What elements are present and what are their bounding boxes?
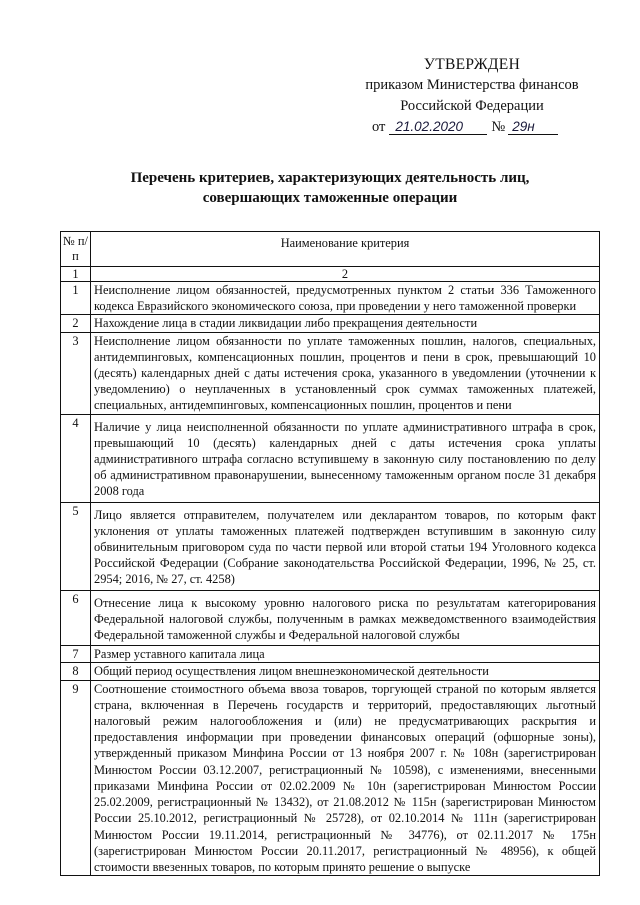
criterion-text: Неисполнение лицом обязанности по уплате таможенных пошлин, налогов, специальных, антидемпинговых, компенсационных пошлин, процентов и пени в срок, превышающий 10 (десять) календарных дней с даты истечения срока, указанного в уведомлении (уточнении к уведомлению) о неуплаченных в установленный срок суммах таможенных платежей, специальных, антидемпинговых, компенсационных пошлин, процентов и пени	[91, 332, 600, 414]
row-number: 3	[61, 332, 91, 414]
table-row	[61, 414, 600, 502]
criterion-text: Нахождение лица в стадии ликвидации либо прекращения деятельности	[91, 315, 600, 332]
table-row	[61, 332, 600, 414]
table-row	[61, 282, 600, 315]
number-prefix: №	[491, 119, 506, 135]
criterion-text: Наличие у лица неисполненной обязанности по уплате административного штрафа в срок, превышающий 10 (десять) календарных дней с даты истечения срока уплаты административного штрафа согласно вступившему в законную силу постановлению по делу об административном правонарушении, вынесенному таможенным органом после 31 декабря 2008 года	[91, 414, 600, 502]
criterion-text: Отнесение лица к высокому уровню налогового риска по результатам категорирования Федеральной налоговой службы, полученным в рамках межведомственного взаимодействия Федеральной таможенной службы и Федеральной налоговой службы	[91, 590, 600, 646]
criterion-text: Размер уставного капитала лица	[91, 646, 600, 663]
header-num: № п/п	[61, 232, 91, 267]
table-row	[61, 680, 600, 875]
row-number: 4	[61, 414, 91, 502]
criterion-text: Общий период осуществления лицом внешнеэкономической деятельности	[91, 663, 600, 680]
table-row	[61, 502, 600, 590]
document-title-line-1: Перечень критериев, характеризующих деятельность лиц,	[130, 170, 530, 186]
table-row	[61, 663, 600, 680]
approval-block	[362, 54, 582, 138]
handwritten-date: 21.02.2020	[389, 120, 487, 135]
approval-line-2: Российской Федерации	[400, 98, 544, 114]
header-name: Наименование критерия	[91, 232, 600, 267]
criteria-table	[60, 231, 600, 876]
column-index-2: 2	[91, 267, 600, 282]
approval-date-line	[362, 117, 582, 138]
row-number: 8	[61, 663, 91, 680]
row-number: 2	[61, 315, 91, 332]
criterion-text: Соотношение стоимостного объема ввоза товаров, торгующей страной по которым является страна, включенная в Перечень государств и территорий, предоставляющих льготный налоговый режим налогообложения и (или) не предусматривающих раскрытия и предоставления информации при проведении финансовых операций (офшорные зоны), утвержденный приказом Минфина России от 13 ноября 2007 г. № 108н (зарегистрирован Минюстом России 03.12.2007, регистрационный № 10598), с изменениями, внесенными приказами Минфина России от 02.02.2009 № 10н (зарегистрирован Минюстом России 25.02.2009, регистрационный № 13432), от 21.08.2012 № 115н (зарегистрирован Минюстом России 25.10.2012, регистрационный № 25728), от 02.10.2014 № 111н (зарегистрирован Минюстом России 19.11.2014, регистрационный № 34776), от 02.11.2017 № 175н (зарегистрирован Минюстом России 20.11.2017, регистрационный № 48956), к общей стоимости ввезенных товаров, по которым принято решение о выпуске	[91, 680, 600, 875]
table-row	[61, 315, 600, 332]
row-number: 6	[61, 590, 91, 646]
row-number: 9	[61, 680, 91, 875]
criterion-text: Неисполнение лицом обязанностей, предусмотренных пунктом 2 статьи 336 Таможенного кодекса Евразийского экономического союза, при проведении у него таможенной проверки	[91, 282, 600, 315]
table-row	[61, 646, 600, 663]
document-title	[60, 168, 600, 208]
document-title-line-2: совершающих таможенные операции	[202, 190, 458, 206]
row-number: 1	[61, 282, 91, 315]
criterion-text: Лицо является отправителем, получателем или декларантом товаров, по которым факт уклонения от уплаты таможенных платежей подтвержден вступившим в законную силу обвинительным приговором суда по части первой или второй статьи 194 Уголовного кодекса Российской Федерации (Собрание законодательства Российской Федерации, 1996, № 25, ст. 2954; 2016, № 27, ст. 4258)	[91, 502, 600, 590]
column-index-1: 1	[61, 267, 91, 282]
date-prefix: от	[372, 119, 386, 135]
column-index-row	[61, 267, 600, 282]
table-row	[61, 590, 600, 646]
row-number: 5	[61, 502, 91, 590]
approval-line-1: приказом Министерства финансов	[365, 77, 579, 93]
table-header-row	[61, 232, 600, 267]
row-number: 7	[61, 646, 91, 663]
approval-heading: УТВЕРЖДЕН	[423, 56, 521, 73]
handwritten-number: 29н	[508, 120, 558, 135]
